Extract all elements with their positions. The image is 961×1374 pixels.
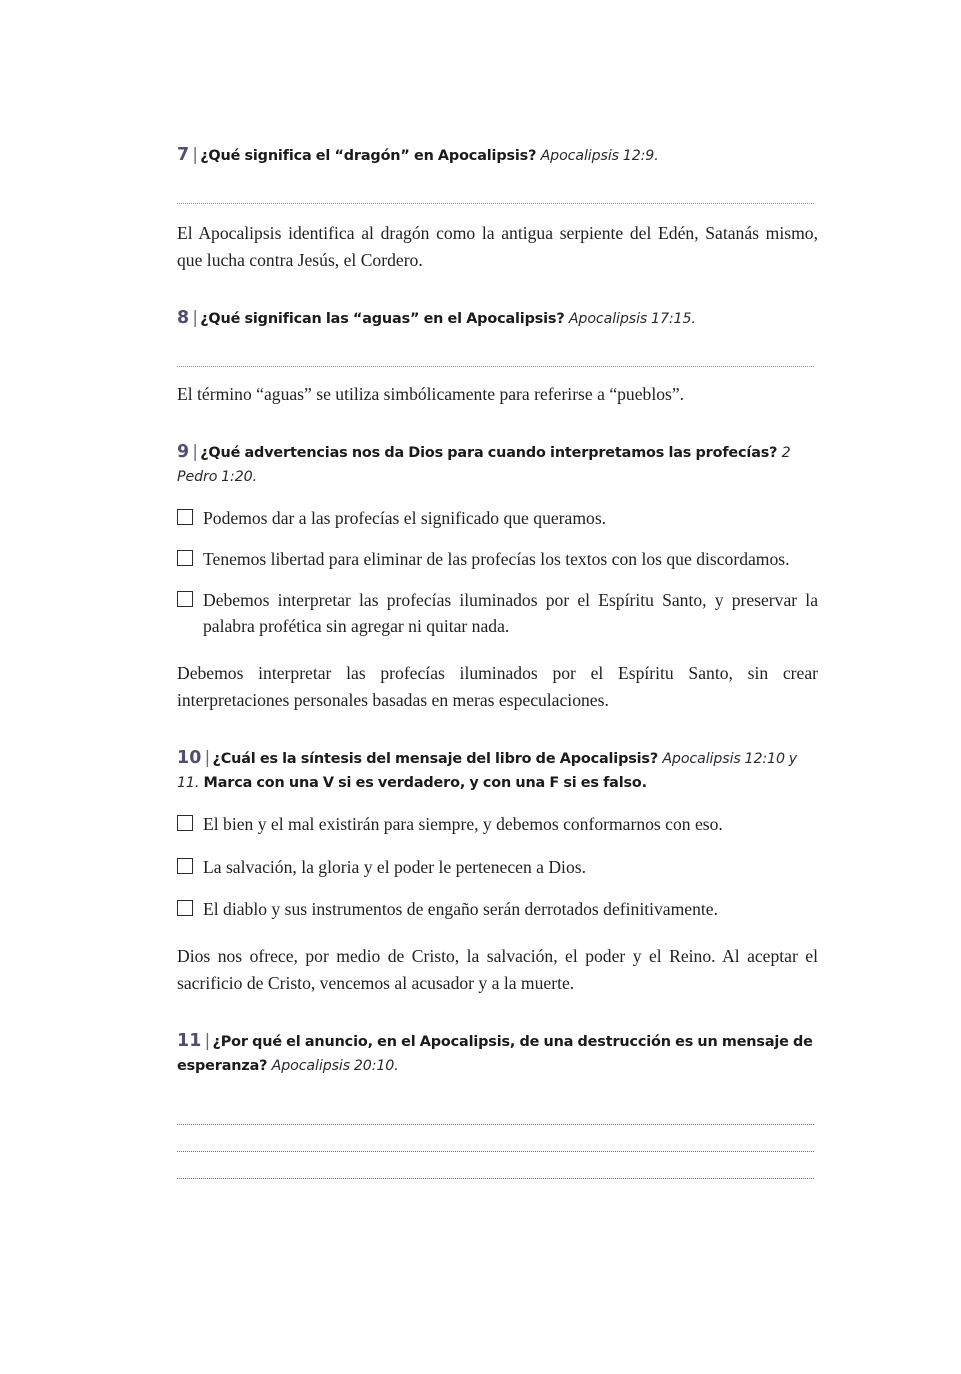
question-heading-10 — [177, 744, 818, 796]
question-prompt-11: ¿Por qué el anuncio, en el Apocalipsis, de una destrucción es un mensaje de esperanza? — [177, 1033, 813, 1074]
checkbox-option[interactable] — [177, 505, 818, 532]
question-number-9: 9 — [177, 441, 190, 462]
question-block-9 — [177, 438, 818, 714]
question-number-10: 10 — [177, 747, 202, 768]
question-prompt-9: ¿Qué advertencias nos da Dios para cuando interpretamos las profecías? — [200, 444, 778, 461]
worksheet-page — [177, 141, 818, 1179]
checkbox-option[interactable] — [177, 811, 818, 838]
checkbox-icon[interactable] — [177, 858, 193, 874]
question-prompt-8: ¿Qué significan las “aguas” en el Apocalipsis? — [200, 310, 565, 327]
checkbox-option[interactable] — [177, 587, 818, 640]
checkbox-icon[interactable] — [177, 900, 193, 916]
question-heading-8 — [177, 304, 818, 332]
question-separator-7: | — [192, 145, 198, 164]
question-heading-7 — [177, 141, 818, 169]
checkbox-icon[interactable] — [177, 815, 193, 831]
checkbox-option[interactable] — [177, 854, 818, 881]
question-separator-11: | — [204, 1030, 211, 1050]
question-number-8: 8 — [177, 307, 190, 328]
checkbox-option[interactable] — [177, 546, 818, 573]
checkbox-option-label: Debemos interpretar las profecías iluminados por el Espíritu Santo, y preservar la palabra profética sin agregar ni quitar nada. — [203, 589, 818, 637]
answer-text-7: El Apocalipsis identifica al dragón como la antigua serpiente del Edén, Satanás mismo, que lucha contra Jesús, el Cordero. — [177, 223, 818, 270]
checkbox-option-label: Podemos dar a las profecías el significado que queramos. — [203, 508, 607, 529]
question-number-7: 7 — [177, 145, 190, 165]
question-reference-8: Apocalipsis 17:15. — [568, 310, 696, 327]
checkbox-option-label: Tenemos libertad para eliminar de las profecías los textos con los que discordamos. — [203, 548, 790, 569]
question-separator-10: | — [204, 747, 211, 767]
question-heading-11 — [177, 1027, 818, 1079]
question-number-11: 11 — [177, 1030, 202, 1051]
checkbox-option-label: La salvación, la gloria y el poder le pertenecen a Dios. — [203, 856, 586, 877]
answer-text-8: El término “aguas” se utiliza simbólicamente para referirse a “pueblos”. — [177, 383, 685, 404]
answer-text-10: Dios nos ofrece, por medio de Cristo, la salvación, el poder y el Reino. Al aceptar el sacrificio de Cristo, vencemos al acusador y a la muerte. — [177, 946, 818, 993]
question-heading-9 — [177, 438, 818, 490]
question-block-11 — [177, 1027, 818, 1180]
question-separator-8: | — [192, 307, 198, 327]
question-reference-9: 2 Pedro 1:20. — [177, 444, 791, 485]
question-separator-9: | — [192, 441, 198, 461]
question-instruction-10: Marca con una V si es verdadero, y con una F si es falso. — [203, 774, 647, 791]
question-prompt-7: ¿Qué significa el “dragón” en Apocalipsis? — [200, 148, 537, 164]
checkbox-option-label: El diablo y sus instrumentos de engaño serán derrotados definitivamente. — [203, 899, 718, 920]
answer-text-9: Debemos interpretar las profecías iluminados por el Espíritu Santo, sin crear interpretaciones personales basadas en meras especulaciones. — [177, 663, 818, 710]
question-reference-7: Apocalipsis 12:9. — [540, 148, 659, 164]
question-block-10 — [177, 744, 818, 997]
checkbox-icon[interactable] — [177, 509, 193, 525]
question-block-8 — [177, 304, 818, 408]
question-prompt-10: ¿Cuál es la síntesis del mensaje del libro de Apocalipsis? — [212, 750, 659, 767]
question-reference-11: Apocalipsis 20:10. — [271, 1057, 399, 1074]
checkbox-icon[interactable] — [177, 591, 193, 607]
question-reference-10: Apocalipsis 12:10 y 11. — [177, 750, 798, 791]
checkbox-option[interactable] — [177, 896, 818, 923]
checkbox-option-label: El bien y el mal existirán para siempre, y debemos conformarnos con eso. — [203, 814, 723, 835]
answer-blank-line[interactable] — [177, 1178, 814, 1179]
checkbox-icon[interactable] — [177, 550, 193, 566]
question-block-7 — [177, 141, 818, 274]
